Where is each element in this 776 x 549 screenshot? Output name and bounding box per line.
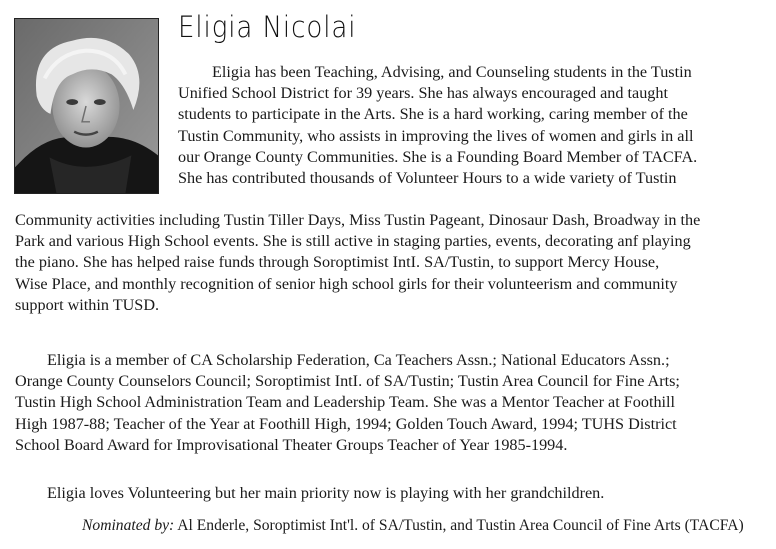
- bio-line: Orange County Counselors Council; Soroptimist IntI. of SA/Tustin; Tustin Area Council for Fine Arts;: [15, 372, 680, 391]
- portrait-image: [15, 19, 158, 193]
- bio-line: Unified School District for 39 years. She has always encouraged and taught: [178, 84, 668, 103]
- bio-line: She has contributed thousands of Volunteer Hours to a wide variety of Tustin: [178, 169, 677, 188]
- nomination-label: Nominated by:: [82, 517, 175, 534]
- bio-line: Community activities including Tustin Tiller Days, Miss Tustin Pageant, Dinosaur Dash, Broadway in the: [15, 211, 701, 229]
- bio-line: Tustin High School Administration Team and Leadership Team. She was a Mentor Teacher at Foothill: [15, 393, 676, 412]
- bio-line: High 1987-88; Teacher of the Year at Foothill High, 1994; Golden Touch Award, 1994; TUHS District: [15, 414, 677, 433]
- bio-line: the piano. She has helped raise funds through Soroptimist IntI. SA/Tustin, to support Mercy House,: [15, 253, 660, 272]
- bio-line: Wise Place, and monthly recognition of senior high school girls for their volunteerism and community: [15, 274, 678, 293]
- bio-line: Eligia loves Volunteering but her main priority now is playing with her grandchildren.: [47, 484, 605, 502]
- nomination-text: Al Enderle, Soroptimist Int'l. of SA/Tustin, and Tustin Area Council of Fine Arts (TACFA): [174, 517, 744, 534]
- bio-paragraph-2: [15, 350, 680, 456]
- nomination-line: [82, 517, 744, 535]
- bio-line: Eligia is a member of CA Scholarship Federation, Ca Teachers Assn.; National Educators Assn.;: [47, 351, 670, 369]
- bio-line: Eligia has been Teaching, Advising, and Counseling students in the Tustin: [212, 63, 692, 81]
- bio-paragraph-1-continued: [15, 210, 700, 316]
- bio-line: School Board Award for Improvisational Theater Groups Teacher of Year 1985-1994.: [15, 435, 568, 454]
- bio-line: our Orange County Communities. She is a Founding Board Member of TACFA.: [178, 147, 698, 166]
- bio-line: students to participate in the Arts. She is a hard working, caring member of the: [178, 105, 688, 124]
- bio-line: support within TUSD.: [15, 295, 160, 314]
- bio-paragraph-3: [15, 483, 604, 504]
- bio-line: Park and various High School events. She is still active in staging parties, events, decorating anf playing: [15, 232, 691, 251]
- bio-line: Tustin Community, who assists in improving the lives of women and girls in all: [178, 126, 694, 145]
- profile-name: Eligia Nicolai: [178, 10, 357, 44]
- portrait-photo: [14, 18, 159, 194]
- bio-paragraph-1: [178, 62, 697, 189]
